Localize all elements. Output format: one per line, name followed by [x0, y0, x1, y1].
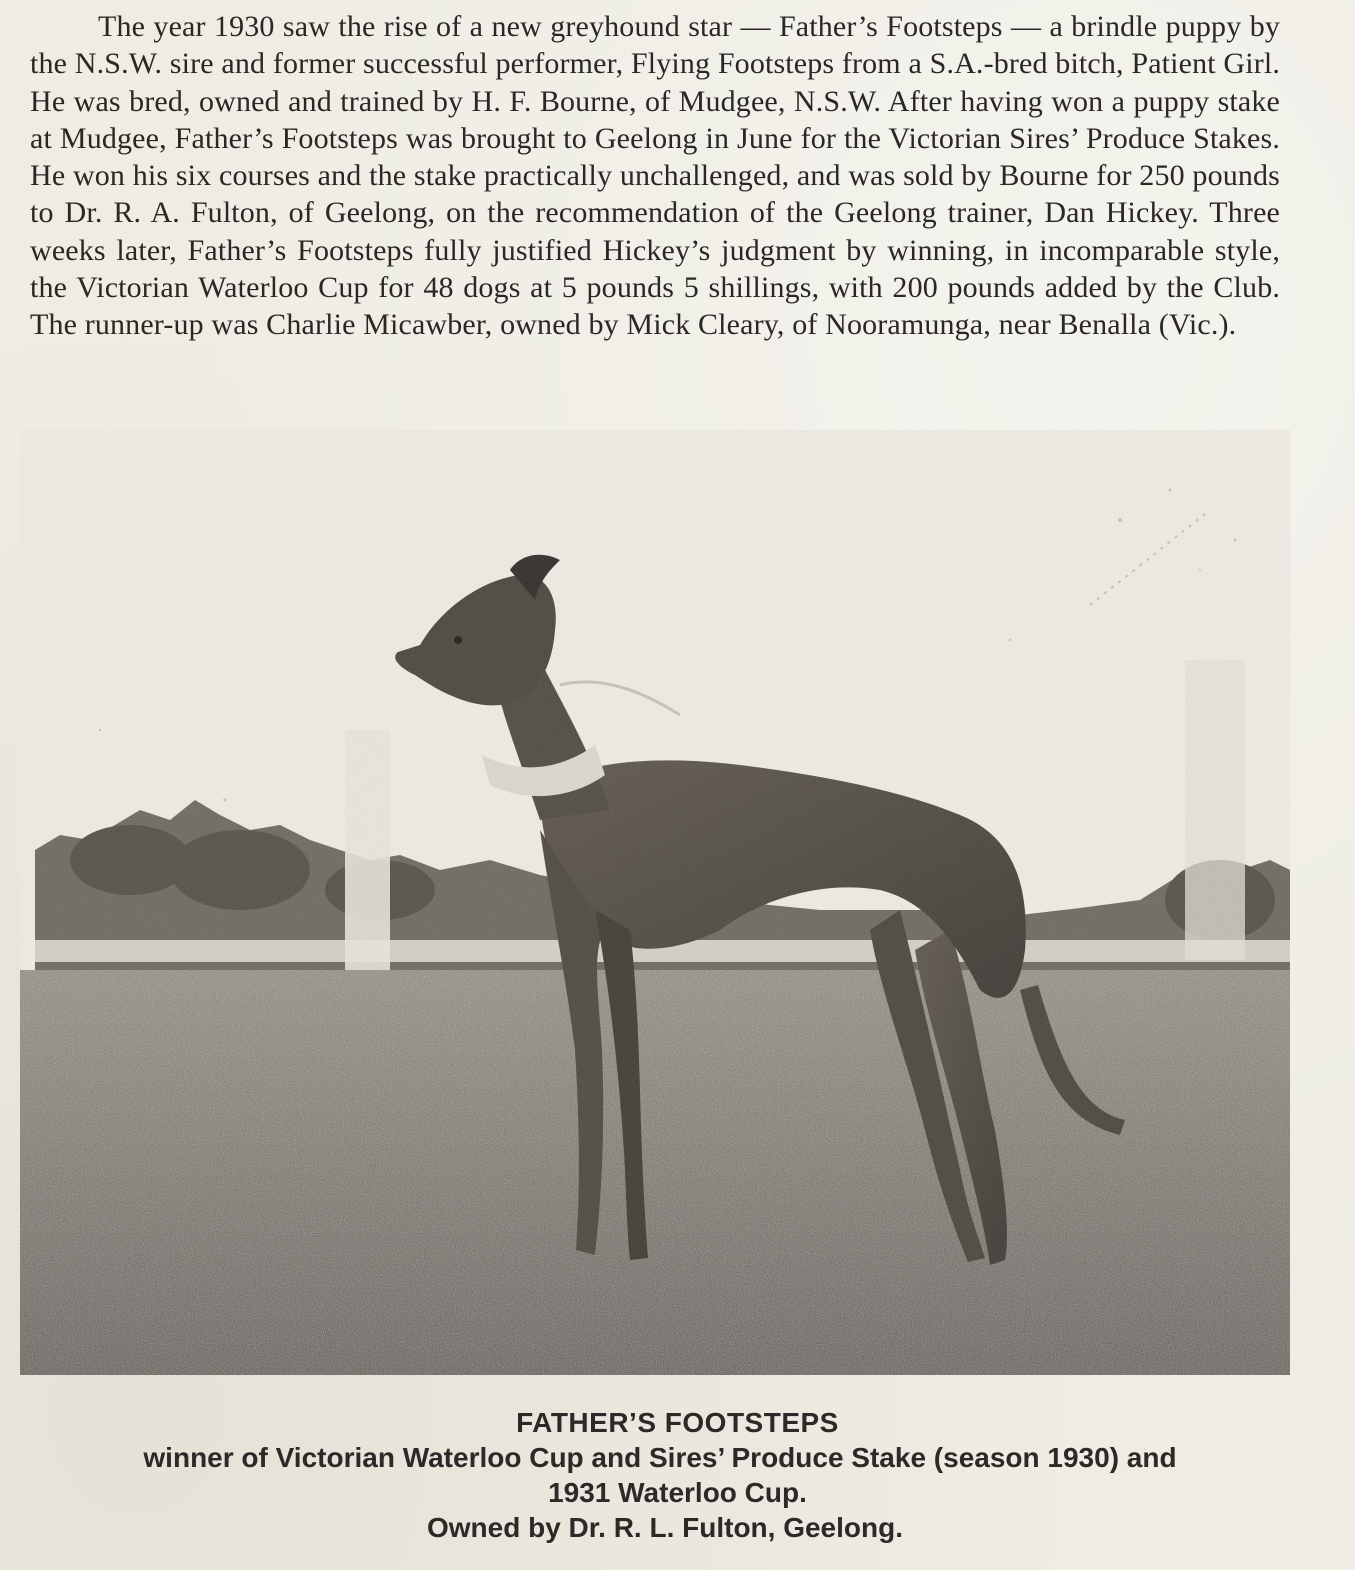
caption-line-owner: Owned by Dr. R. L. Fulton, Geelong.	[426, 1512, 903, 1543]
caption-line-year: 1931 Waterloo Cup.	[548, 1477, 807, 1508]
caption-title: FATHER’S FOOTSTEPS	[516, 1407, 839, 1438]
greyhound-photo	[20, 430, 1290, 1375]
article-paragraph: The year 1930 saw the rise of a new greyhound star — Father’s Footsteps — a brindle puppy by the N.S.W. sire and former successful performer, Flying Footsteps from a S.A.-bred bitch, Patient Girl. He was bred, owned and trained by H. F. Bourne, of Mudgee, N.S.W. After having won a puppy stake at Mudgee, Father’s Footsteps was brought to Geelong in June for the Victorian Sires’ Produce Stakes. He won his six courses and the stake practically unchallenged, and was sold by Bourne for 250 pounds to Dr. R. A. Fulton, of Geelong, on the recommendation of the Geelong trainer, Dan Hickey. Three weeks later, Father’s Footsteps fully justified Hickey’s judgment by winning, in incomparable style, the Victorian Waterloo Cup for 48 dogs at 5 pounds 5 shillings, with 200 pounds added by the Club. The runner-up was Charlie Micawber, owned by Mick Cleary, of Nooramunga, near Benalla (Vic.).	[30, 10, 1280, 342]
photo-caption	[0, 1405, 1355, 1545]
caption-line-achievements: winner of Victorian Waterloo Cup and Sires’ Produce Stake (season 1930) and	[143, 1442, 1177, 1473]
